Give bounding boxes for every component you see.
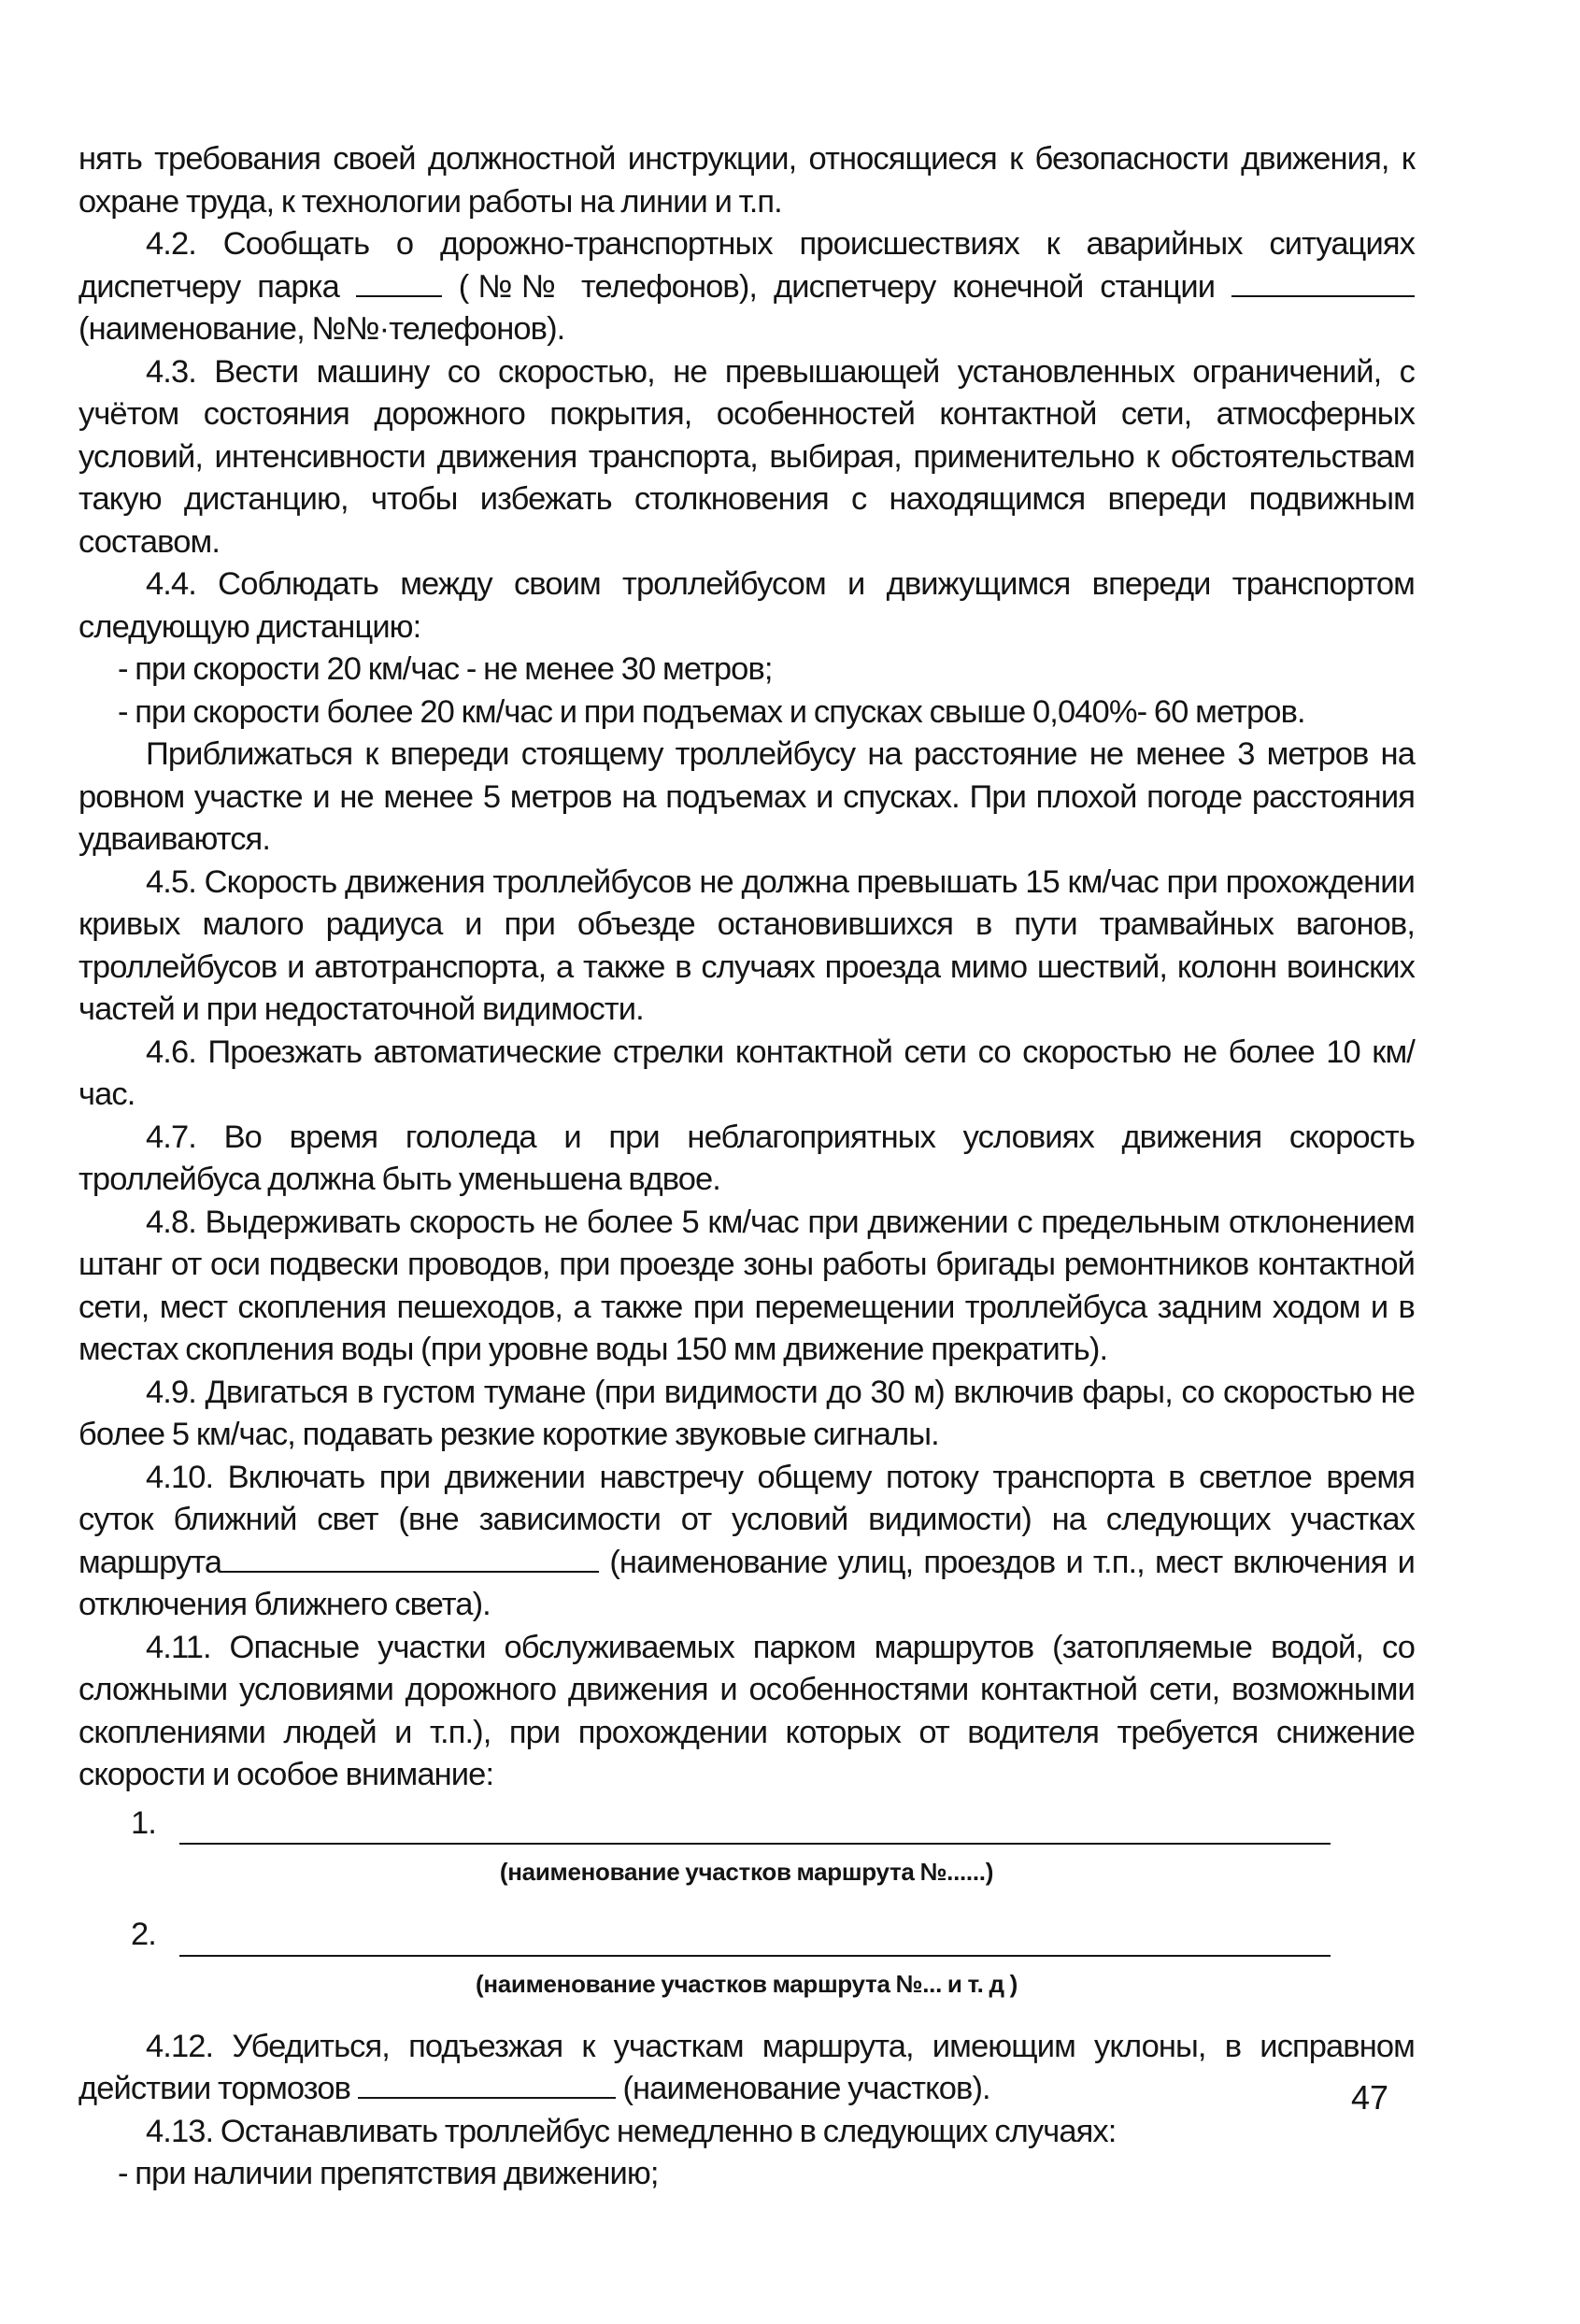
list-item-distance-2: - при скорости более 20 км/час и при подъемах и спусках свыше 0,040%- 60 метров. bbox=[118, 693, 1305, 730]
document-page bbox=[78, 138, 1415, 2196]
paragraph-4-10 bbox=[78, 1457, 1415, 1627]
paragraph-4-13: 4.13. Останавливать троллейбус немедленно в следующих случаях: bbox=[146, 2113, 1117, 2149]
fill-row-caption: (наименование участков маршрута №... и т. д ) bbox=[475, 1969, 1018, 1998]
fill-row-number: 1. bbox=[131, 1804, 156, 1841]
paragraph-4-12-part-a: 4.12. Убедиться, подъезжая к участкам маршрута, имеющим уклоны, в исправном действии тормозов bbox=[78, 2028, 1415, 2106]
paragraph-4-12-part-b: (наименование участков). bbox=[622, 2071, 990, 2106]
paragraph-4-2 bbox=[78, 223, 1415, 351]
paragraph-4-7: 4.7. Во время гололеда и при неблагоприятных условиях движения скорость троллейбуса должна быть уменьшена вдвое. bbox=[78, 1119, 1415, 1197]
paragraph-4-5: 4.5. Скорость движения троллейбусов не должна превышать 15 км/час при прохождении кривых малого радиуса и при объезде остановившихся в пути трамвайных вагонов, троллейбусов и автотранспорта, а также в случаях проезда мимо шествий, колонн воинских частей и при недостаточной видимости. bbox=[78, 863, 1415, 1027]
fill-line bbox=[179, 1813, 1331, 1845]
paragraph-4-11: 4.11. Опасные участки обслуживаемых парком маршрутов (затопляемые водой, со сложными условиями дорожного движения и особенностями контактной сети, возможными скоплениями людей и т.п.), при прохождении которых от водителя требуется снижение скорости и особое внимание: bbox=[78, 1629, 1415, 1792]
paragraph-4-2-part-a: 4.2. Сообщать о дорожно-транспортных происшествиях к аварийных ситуациях диспетчеру парка bbox=[78, 226, 1415, 305]
paragraph-4-3: 4.3. Вести машину со скоростью, не превышающей установленных ограничений, с учётом состояния дорожного покрытия, особенностей контактной сети, атмосферных условий, интенсивности движения транспорта, выбирая, применительно к обстоятельствам такую дистанцию, чтобы избежать столкновения с находящимся впереди подвижным составом. bbox=[78, 353, 1415, 560]
fill-row-number: 2. bbox=[131, 1917, 156, 1952]
list-item-distance-1: - при скорости 20 км/час - не менее 30 метров; bbox=[118, 651, 773, 687]
paragraph-4-9: 4.9. Двигаться в густом тумане (при видимости до 30 м) включив фары, со скоростью не более 5 км/час, подавать резкие короткие звуковые сигналы. bbox=[78, 1374, 1415, 1452]
paragraph-4-4: 4.4. Соблюдать между своим троллейбусом и движущимся впереди транспортом следующую дистанцию: bbox=[78, 566, 1415, 645]
paragraph-4-8: 4.8. Выдерживать скорость не более 5 км/час при движении с предельным отклонением штанг от оси подвески проводов, при проезде зоны работы бригады ремонтников контактной сети, мест скопления пешеходов, а также при перемещении троллейбуса задним ходом и в местах скопления воды (при уровне воды 150 мм движение прекратить). bbox=[78, 1204, 1415, 1367]
blank-line bbox=[221, 1543, 599, 1573]
fill-row-1 bbox=[131, 1803, 1415, 1846]
paragraph-4-10-part-b: (наименование улиц, проездов и т.п., мест включения и отключения ближнего света). bbox=[78, 1544, 1415, 1622]
page-number: 47 bbox=[1351, 2078, 1389, 2117]
paragraph-approach: Приближаться к впереди стоящему троллейбусу на расстояние не менее 3 метров на ровном участке и не менее 5 метров на подъемах и спусках. При плохой погоде расстояния удваиваются. bbox=[78, 736, 1415, 857]
paragraph-4-6: 4.6. Проезжать автоматические стрелки контактной сети со скоростью не более 10 км/час. bbox=[78, 1034, 1415, 1112]
blank-line bbox=[1231, 267, 1415, 297]
paragraph-continuation: нять требования своей должностной инструкции, относящиеся к безопасности движения, к охране труда, к технологии работы на линии и т.п. bbox=[78, 141, 1415, 220]
blank-line bbox=[358, 2069, 616, 2099]
blank-line bbox=[356, 267, 442, 297]
paragraph-4-10-part-a: 4.10. Включать при движении навстречу общему потоку транспорта в светлое время суток ближний свет (вне зависимости от условий видимости) на следующих участках маршрута bbox=[78, 1459, 1415, 1580]
paragraph-4-12 bbox=[78, 2026, 1415, 2111]
list-item-obstacle: - при наличии препятствия движению; bbox=[118, 2156, 659, 2191]
fill-row-2 bbox=[131, 1914, 1415, 1957]
fill-line bbox=[179, 1925, 1331, 1957]
paragraph-4-2-part-c: (наименование, №№·телефонов). bbox=[78, 311, 565, 347]
paragraph-4-2-part-b: (№№ телефонов), диспетчеру конечной станции bbox=[458, 268, 1216, 305]
fill-row-caption: (наименование участков маршрута №......) bbox=[499, 1858, 994, 1886]
